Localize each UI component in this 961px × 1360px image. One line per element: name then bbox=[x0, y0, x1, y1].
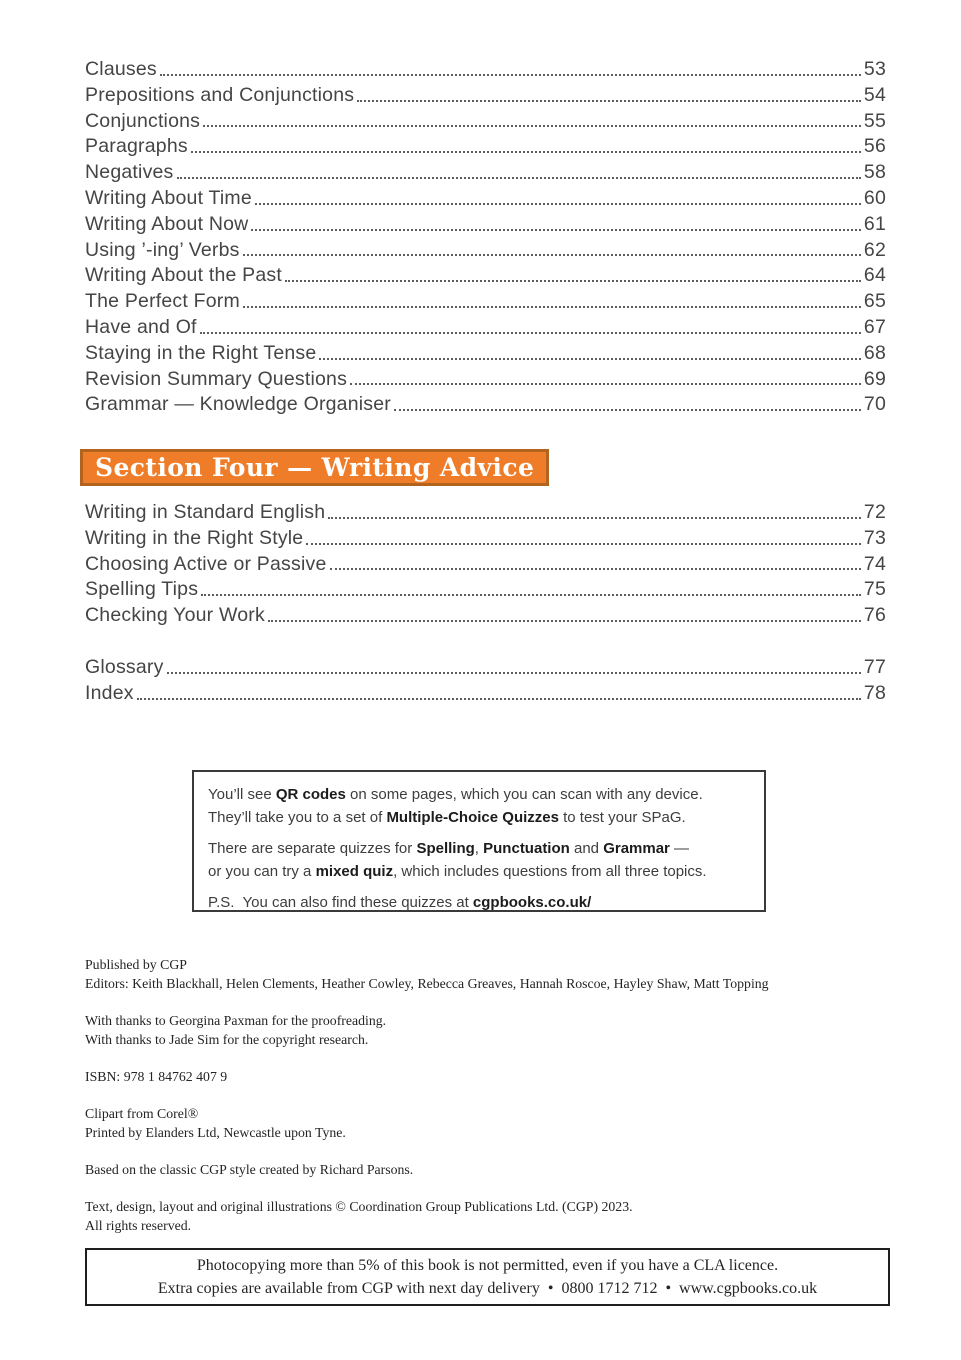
qr-text-segment: They’ll take you to a set of bbox=[208, 809, 387, 826]
toc-entry-title: Conjunctions bbox=[85, 109, 201, 132]
publisher-line: Published by CGP bbox=[85, 957, 187, 972]
toc-page-number: 75 bbox=[863, 578, 886, 601]
toc-dotted-leader bbox=[243, 254, 861, 256]
toc-row bbox=[85, 603, 886, 629]
toc-dotted-leader bbox=[203, 125, 861, 127]
qr-text-segment: QR codes bbox=[275, 786, 346, 803]
toc-page-number: 54 bbox=[863, 83, 886, 106]
toc-dotted-leader bbox=[357, 100, 861, 102]
qr-text-segment: mixed quiz bbox=[315, 863, 394, 880]
toc-entry-title: Writing in Standard English bbox=[85, 501, 326, 523]
qr-text-segment: or you can try a bbox=[208, 863, 316, 880]
notice-line: Extra copies are available from CGP with next day delivery • 0800 1712 712 • www.cgpbooks.co.uk bbox=[157, 1280, 818, 1297]
toc-entry-title: The Perfect Form bbox=[85, 290, 240, 313]
qr-text-segment: to test your SPaG. bbox=[558, 809, 686, 826]
toc-page-number: 56 bbox=[863, 135, 886, 158]
qr-line bbox=[208, 806, 750, 829]
toc-row bbox=[85, 500, 886, 526]
toc-entry-title: Writing in the Right Style bbox=[85, 526, 304, 549]
toc-entry-title: Staying in the Right Tense bbox=[85, 341, 317, 364]
toc-dotted-leader bbox=[350, 383, 861, 385]
toc-dotted-leader bbox=[328, 517, 861, 519]
publisher-line: Editors: Keith Blackhall, Helen Clements, Heather Cowley, Rebecca Greaves, Hannah Roscoe, Hayley Shaw, Matt Topping bbox=[85, 976, 769, 991]
toc-entry-title: Glossary bbox=[85, 656, 164, 678]
toc-row bbox=[85, 341, 886, 367]
qr-text-segment: , which includes questions from all three topics. bbox=[393, 863, 707, 880]
qr-text-segment: cgpbooks.co.uk/ bbox=[472, 894, 592, 911]
toc-page-number: 62 bbox=[863, 238, 886, 261]
qr-line bbox=[208, 783, 750, 806]
toc-row bbox=[85, 655, 886, 681]
qr-text-segment: You’ll see bbox=[208, 786, 276, 803]
toc-row bbox=[85, 681, 886, 707]
publisher-line: All rights reserved. bbox=[85, 1218, 192, 1233]
qr-paragraph bbox=[208, 891, 750, 914]
qr-paragraph bbox=[208, 837, 750, 883]
toc-row bbox=[85, 186, 886, 212]
toc-dotted-leader bbox=[167, 672, 861, 674]
publisher-info bbox=[85, 955, 895, 1253]
toc-row bbox=[85, 367, 886, 393]
section-four-header: Section Four — Writing Advice bbox=[80, 449, 549, 486]
notice-line: Photocopying more than 5% of this book is not permitted, even if you have a CLA licence. bbox=[196, 1257, 779, 1274]
toc-entry-title: Revision Summary Questions bbox=[85, 367, 348, 390]
qr-text-segment: on some pages, which you can scan with any device. bbox=[345, 786, 703, 803]
toc-page-number: 60 bbox=[863, 186, 886, 209]
toc-row bbox=[85, 526, 886, 552]
toc-page-number: 64 bbox=[863, 264, 886, 287]
toc-dotted-leader bbox=[251, 229, 860, 231]
toc-page-number: 65 bbox=[863, 290, 886, 313]
toc-row bbox=[85, 289, 886, 315]
toc-entry-title: Paragraphs bbox=[85, 135, 188, 158]
qr-text-segment: , bbox=[474, 840, 484, 857]
toc-page-number: 55 bbox=[863, 109, 886, 132]
toc-row bbox=[85, 315, 886, 341]
qr-text-segment: There are separate quizzes for bbox=[208, 840, 417, 857]
qr-line bbox=[208, 860, 750, 883]
toc-row bbox=[85, 83, 886, 109]
qr-text-segment: Spelling bbox=[416, 840, 475, 857]
qr-info-box bbox=[192, 770, 766, 912]
toc-entry-title: Grammar — Knowledge Organiser bbox=[85, 393, 391, 416]
publisher-block bbox=[85, 1067, 895, 1086]
toc-entry-title: Choosing Active or Passive bbox=[85, 552, 327, 575]
toc-dotted-leader bbox=[268, 620, 861, 622]
toc-row bbox=[85, 57, 886, 83]
toc-dotted-leader bbox=[191, 151, 861, 153]
toc-page-number: 67 bbox=[863, 315, 886, 338]
toc-page-number: 76 bbox=[863, 604, 886, 627]
toc-dotted-leader bbox=[201, 594, 861, 596]
toc-row bbox=[85, 392, 886, 418]
qr-text-segment: Punctuation bbox=[483, 840, 570, 857]
qr-paragraph bbox=[208, 783, 750, 829]
toc-entry-title: Clauses bbox=[85, 58, 157, 80]
toc-row bbox=[85, 263, 886, 289]
toc-dotted-leader bbox=[243, 306, 861, 308]
toc-row bbox=[85, 134, 886, 160]
publisher-line: With thanks to Georgina Paxman for the proofreading. bbox=[85, 1013, 387, 1028]
toc-page-number: 74 bbox=[863, 552, 886, 575]
toc-entry-title: Using ’-ing’ Verbs bbox=[85, 238, 240, 261]
qr-text-segment: Multiple-Choice Quizzes bbox=[386, 809, 559, 826]
toc-entry-title: Checking Your Work bbox=[85, 604, 265, 627]
toc-entry-title: Writing About Now bbox=[85, 212, 249, 235]
toc-page-number: 78 bbox=[863, 681, 886, 704]
publisher-line: Clipart from Corel® bbox=[85, 1106, 199, 1121]
publisher-line: Based on the classic CGP style created by Richard Parsons. bbox=[85, 1162, 414, 1177]
toc-row bbox=[85, 577, 886, 603]
publisher-block bbox=[85, 1160, 895, 1179]
toc-page-number: 70 bbox=[863, 393, 886, 416]
toc-dotted-leader bbox=[177, 177, 861, 179]
toc-dotted-leader bbox=[330, 568, 861, 570]
qr-text-segment: P.S. You can also find these quizzes at bbox=[208, 894, 473, 911]
qr-line bbox=[208, 837, 750, 860]
toc-page-number: 61 bbox=[863, 212, 886, 235]
toc-page-number: 58 bbox=[863, 161, 886, 184]
toc-entry-title: Writing About the Past bbox=[85, 264, 282, 287]
publisher-line: Text, design, layout and original illustrations © Coordination Group Publications Ltd. (CGP) 2023. bbox=[85, 1199, 633, 1214]
toc-dotted-leader bbox=[319, 358, 861, 360]
toc-list-section-four bbox=[85, 500, 886, 629]
toc-entry-title: Writing About Time bbox=[85, 186, 252, 209]
toc-dotted-leader bbox=[255, 203, 861, 205]
publisher-line: With thanks to Jade Sim for the copyright research. bbox=[85, 1032, 369, 1047]
toc-page-number: 53 bbox=[863, 58, 886, 80]
toc-row bbox=[85, 238, 886, 264]
publisher-block bbox=[85, 955, 895, 993]
toc-list-grammar bbox=[85, 57, 886, 418]
toc-entry-title: Index bbox=[85, 681, 134, 704]
toc-list-end-matter bbox=[85, 655, 886, 707]
qr-text-segment: and bbox=[569, 840, 604, 857]
publisher-block bbox=[85, 1011, 895, 1049]
toc-page-number: 77 bbox=[863, 656, 886, 678]
toc-dotted-leader bbox=[137, 698, 861, 700]
toc-entry-title: Negatives bbox=[85, 161, 174, 184]
toc-page-number: 72 bbox=[863, 501, 886, 523]
toc-row bbox=[85, 212, 886, 238]
toc-dotted-leader bbox=[285, 280, 861, 282]
toc-row bbox=[85, 552, 886, 578]
toc-entry-title: Spelling Tips bbox=[85, 578, 199, 601]
toc-row bbox=[85, 160, 886, 186]
publisher-line: ISBN: 978 1 84762 407 9 bbox=[85, 1069, 228, 1084]
toc-page-number: 73 bbox=[863, 526, 886, 549]
publisher-line: Printed by Elanders Ltd, Newcastle upon Tyne. bbox=[85, 1125, 346, 1140]
toc-entry-title: Have and Of bbox=[85, 315, 197, 338]
toc-page-number: 69 bbox=[863, 367, 886, 390]
photocopy-notice-box bbox=[85, 1248, 890, 1306]
toc-page-number: 68 bbox=[863, 341, 886, 364]
toc-dotted-leader bbox=[394, 409, 861, 411]
qr-text-segment: — bbox=[669, 840, 690, 857]
publisher-block bbox=[85, 1197, 895, 1235]
toc-dotted-leader bbox=[306, 543, 861, 545]
toc-dotted-leader bbox=[160, 74, 861, 76]
qr-text-segment: Grammar bbox=[603, 840, 670, 857]
publisher-block bbox=[85, 1104, 895, 1142]
qr-line bbox=[208, 891, 750, 914]
toc-row bbox=[85, 109, 886, 135]
toc-dotted-leader bbox=[200, 332, 861, 334]
toc-entry-title: Prepositions and Conjunctions bbox=[85, 83, 355, 106]
